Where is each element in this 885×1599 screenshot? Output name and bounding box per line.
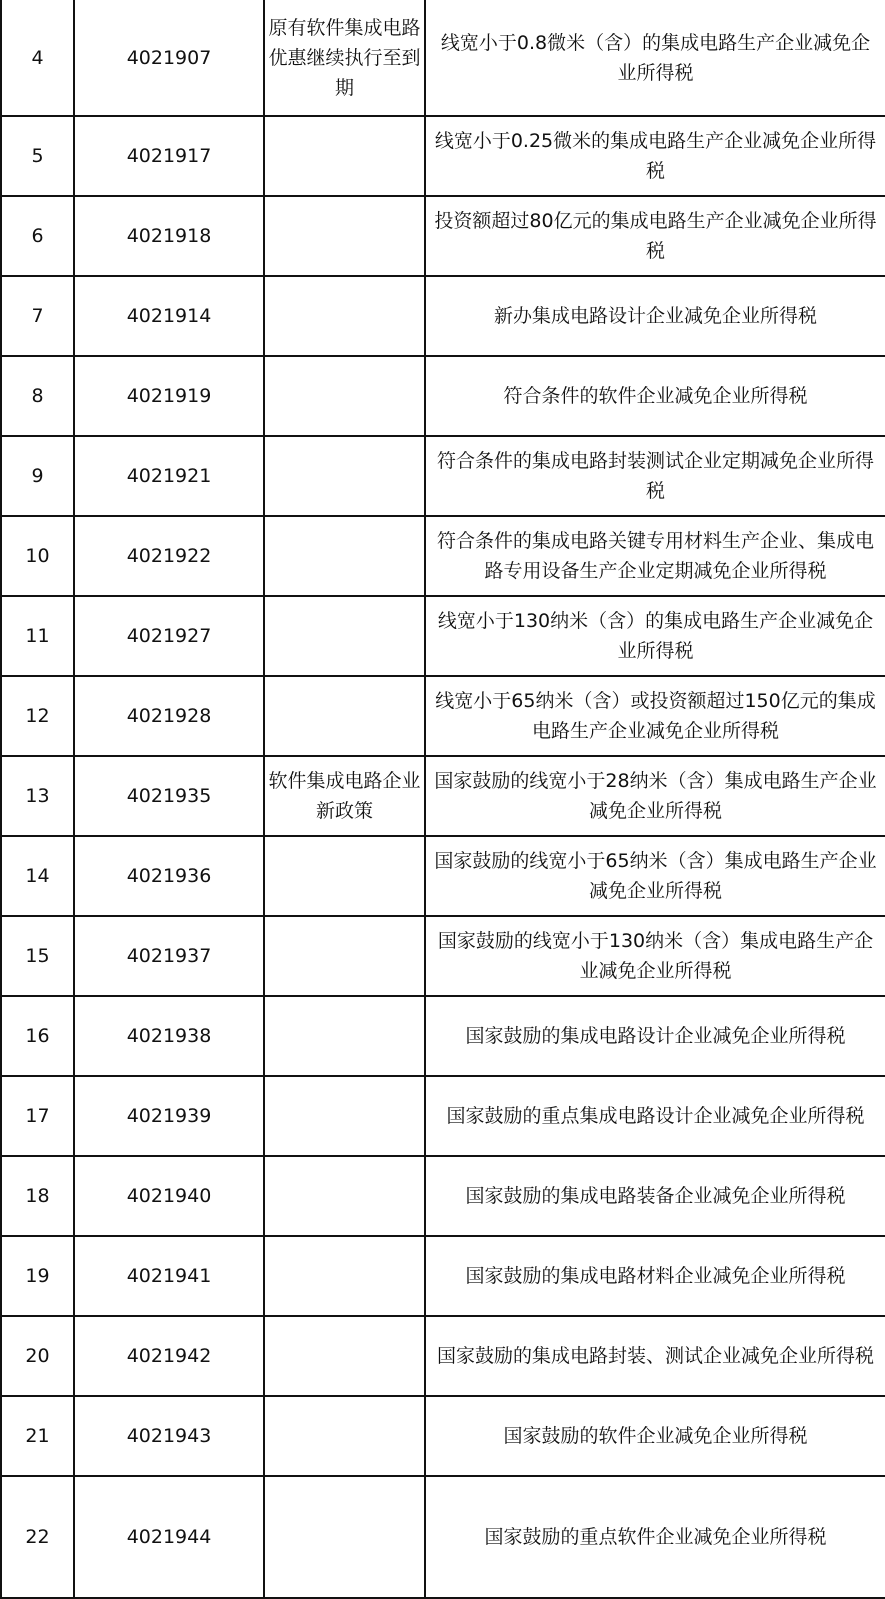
tax-item-name: 线宽小于0.8微米（含）的集成电路生产企业减免企业所得税 (425, 0, 885, 116)
row-number: 22 (1, 1476, 74, 1598)
table-row (1, 196, 885, 276)
table-row (1, 1076, 885, 1156)
row-number: 20 (1, 1316, 74, 1396)
policy-category (264, 356, 425, 436)
table-row (1, 1236, 885, 1316)
table-row (1, 116, 885, 196)
row-number: 7 (1, 276, 74, 356)
table-row (1, 916, 885, 996)
table-row (1, 356, 885, 436)
table-row (1, 1156, 885, 1236)
row-number: 4 (1, 0, 74, 116)
table-row (1, 676, 885, 756)
item-code: 4021928 (74, 676, 264, 756)
row-number: 8 (1, 356, 74, 436)
row-number: 10 (1, 516, 74, 596)
table-row (1, 436, 885, 516)
item-code: 4021941 (74, 1236, 264, 1316)
item-code: 4021943 (74, 1396, 264, 1476)
item-code: 4021907 (74, 0, 264, 116)
table-row (1, 1396, 885, 1476)
tax-item-name: 符合条件的集成电路封装测试企业定期减免企业所得税 (425, 436, 885, 516)
row-number: 6 (1, 196, 74, 276)
row-number: 14 (1, 836, 74, 916)
policy-category (264, 1076, 425, 1156)
tax-item-name: 新办集成电路设计企业减免企业所得税 (425, 276, 885, 356)
item-code: 4021927 (74, 596, 264, 676)
item-code: 4021937 (74, 916, 264, 996)
table-body (1, 0, 885, 1598)
item-code: 4021921 (74, 436, 264, 516)
item-code: 4021936 (74, 836, 264, 916)
tax-item-name: 国家鼓励的重点软件企业减免企业所得税 (425, 1476, 885, 1598)
item-code: 4021917 (74, 116, 264, 196)
row-number: 16 (1, 996, 74, 1076)
row-number: 12 (1, 676, 74, 756)
policy-category (264, 1236, 425, 1316)
table-row (1, 0, 885, 116)
tax-item-name: 国家鼓励的集成电路设计企业减免企业所得税 (425, 996, 885, 1076)
row-number: 19 (1, 1236, 74, 1316)
row-number: 17 (1, 1076, 74, 1156)
policy-category (264, 596, 425, 676)
tax-item-name: 国家鼓励的集成电路封装、测试企业减免企业所得税 (425, 1316, 885, 1396)
table-row (1, 996, 885, 1076)
row-number: 5 (1, 116, 74, 196)
table-row (1, 836, 885, 916)
table-row (1, 516, 885, 596)
tax-item-name: 国家鼓励的集成电路装备企业减免企业所得税 (425, 1156, 885, 1236)
policy-category (264, 1316, 425, 1396)
tax-item-name: 国家鼓励的重点集成电路设计企业减免企业所得税 (425, 1076, 885, 1156)
table-row (1, 276, 885, 356)
item-code: 4021944 (74, 1476, 264, 1598)
policy-category (264, 1476, 425, 1598)
tax-item-name: 投资额超过80亿元的集成电路生产企业减免企业所得税 (425, 196, 885, 276)
row-number: 18 (1, 1156, 74, 1236)
policy-category (264, 676, 425, 756)
tax-item-name: 线宽小于130纳米（含）的集成电路生产企业减免企业所得税 (425, 596, 885, 676)
tax-item-name: 国家鼓励的线宽小于65纳米（含）集成电路生产企业减免企业所得税 (425, 836, 885, 916)
policy-category (264, 276, 425, 356)
tax-item-name: 符合条件的集成电路关键专用材料生产企业、集成电路专用设备生产企业定期减免企业所得税 (425, 516, 885, 596)
row-number: 9 (1, 436, 74, 516)
row-number: 15 (1, 916, 74, 996)
item-code: 4021938 (74, 996, 264, 1076)
tax-item-name: 国家鼓励的软件企业减免企业所得税 (425, 1396, 885, 1476)
tax-item-name: 线宽小于65纳米（含）或投资额超过150亿元的集成电路生产企业减免企业所得税 (425, 676, 885, 756)
policy-category (264, 196, 425, 276)
policy-category (264, 436, 425, 516)
item-code: 4021939 (74, 1076, 264, 1156)
policy-category (264, 916, 425, 996)
item-code: 4021942 (74, 1316, 264, 1396)
table-row (1, 1476, 885, 1598)
tax-item-name: 国家鼓励的线宽小于28纳米（含）集成电路生产企业减免企业所得税 (425, 756, 885, 836)
policy-category (264, 516, 425, 596)
policy-category (264, 996, 425, 1076)
policy-category (264, 1396, 425, 1476)
item-code: 4021940 (74, 1156, 264, 1236)
item-code: 4021922 (74, 516, 264, 596)
tax-item-name: 国家鼓励的线宽小于130纳米（含）集成电路生产企业减免企业所得税 (425, 916, 885, 996)
table-row (1, 596, 885, 676)
item-code: 4021919 (74, 356, 264, 436)
tax-item-name: 符合条件的软件企业减免企业所得税 (425, 356, 885, 436)
table-row (1, 1316, 885, 1396)
policy-category: 原有软件集成电路优惠继续执行至到期 (264, 0, 425, 116)
tax-item-name: 国家鼓励的集成电路材料企业减免企业所得税 (425, 1236, 885, 1316)
item-code: 4021914 (74, 276, 264, 356)
row-number: 11 (1, 596, 74, 676)
tax-item-name: 线宽小于0.25微米的集成电路生产企业减免企业所得税 (425, 116, 885, 196)
policy-category: 软件集成电路企业新政策 (264, 756, 425, 836)
row-number: 21 (1, 1396, 74, 1476)
policy-category (264, 116, 425, 196)
item-code: 4021918 (74, 196, 264, 276)
policy-category (264, 836, 425, 916)
row-number: 13 (1, 756, 74, 836)
table-row (1, 756, 885, 836)
item-code: 4021935 (74, 756, 264, 836)
policy-category (264, 1156, 425, 1236)
